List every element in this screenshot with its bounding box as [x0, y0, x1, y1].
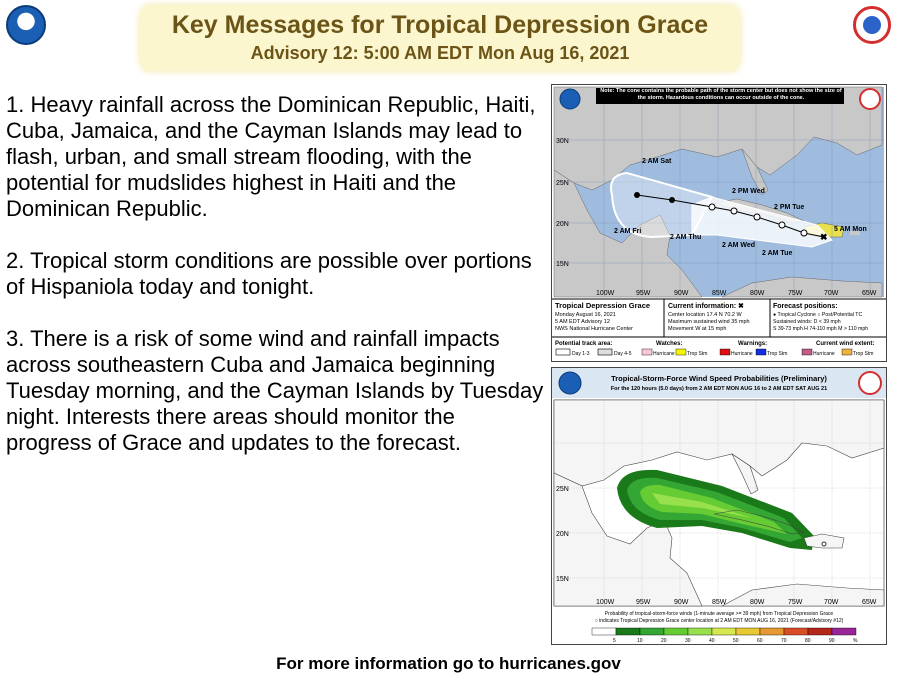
- forecast-line: ● Tropical Cyclone ○ Post/Potential TC: [773, 312, 863, 318]
- prob-lon-label: 65W: [862, 599, 877, 606]
- legend-warning-hurricane: Hurricane: [731, 351, 753, 357]
- scale-swatch: [592, 628, 616, 635]
- wind-probability-map: [551, 367, 887, 645]
- key-message-2: 2. Tropical storm conditions are possible over portions of Hispaniola today and tonight.: [6, 248, 532, 299]
- legend-extent-hurricane: Hurricane: [813, 351, 835, 357]
- prob-lat-label: 20N: [556, 531, 569, 538]
- scale-label: %: [853, 638, 858, 644]
- scale-swatch: [664, 628, 688, 635]
- current-title: Current information: ✖: [668, 303, 744, 310]
- track-label: 2 AM Wed: [722, 242, 756, 249]
- legend-watch-tropstm: Trop Stm: [687, 351, 708, 357]
- lat-label: 30N: [556, 138, 569, 145]
- forecast-line: Sustained winds: D < 39 mph: [773, 319, 841, 325]
- prob-lon-label: 70W: [824, 599, 839, 606]
- scale-label: 70: [781, 638, 787, 644]
- scale-label: 40: [709, 638, 715, 644]
- nws-logo-icon: [853, 6, 891, 44]
- noaa-logo-icon: [6, 5, 46, 45]
- scale-label: 80: [805, 638, 811, 644]
- lon-label: 95W: [636, 290, 651, 297]
- scale-label: 50: [733, 638, 739, 644]
- lon-label: 100W: [596, 290, 615, 297]
- info-line: 5 AM EDT Advisory 12: [555, 319, 610, 325]
- lon-label: 75W: [788, 290, 803, 297]
- track-label: 2 AM Fri: [614, 228, 642, 235]
- prob-lon-label: 80W: [750, 599, 765, 606]
- legend-watch-hurricane: Hurricane: [653, 351, 675, 357]
- key-message-3: 3. There is a risk of some wind and rainfall impacts across southeastern Cuba and Jamaica beginning Tuesday morning, and the Cayman Islands by Tuesday night. Interests there areas should monitor the progress of Grace and updates to the forecast.: [6, 326, 544, 455]
- prob-subtitle: For the 120 hours (5.0 days) from 2 AM EDT MON AUG 16 to 2 AM EDT SAT AUG 21: [610, 386, 828, 392]
- current-line: Center location 17.4 N 70.2 W: [668, 312, 742, 318]
- scale-swatch: [688, 628, 712, 635]
- forecast-title: Forecast positions:: [773, 303, 838, 310]
- scale-label: 60: [757, 638, 763, 644]
- scale-label: 90: [829, 638, 835, 644]
- lon-label: 80W: [750, 290, 765, 297]
- prob-caption-1: Probability of tropical-storm-force winds (1-minute average >= 39 mph) from Tropical Depression Grace: [604, 611, 834, 617]
- legend-warnings: Warnings:: [738, 341, 768, 347]
- scale-swatch: [640, 628, 664, 635]
- svg-text:✖: ✖: [820, 232, 828, 242]
- legend-track: Potential track area:: [555, 341, 613, 347]
- forecast-cone-map: [551, 84, 887, 362]
- prob-lat-label: 25N: [556, 486, 569, 493]
- prob-title: Tropical-Storm-Force Wind Speed Probabilities (Preliminary): [611, 374, 827, 383]
- lon-label: 65W: [862, 290, 877, 297]
- scale-swatch: [808, 628, 832, 635]
- legend-extent: Current wind extent:: [816, 341, 875, 347]
- track-label: 2 AM Tue: [762, 250, 793, 257]
- scale-label: 20: [661, 638, 667, 644]
- legend-day13: Day 1-3: [572, 351, 590, 357]
- prob-lat-label: 15N: [556, 576, 569, 583]
- info-title: Tropical Depression Grace: [555, 301, 651, 310]
- prob-lon-label: 90W: [674, 599, 689, 606]
- prob-caption-2: ○ indicates Tropical Depression Grace center location at 2 AM EDT MON AUG 16, 2021 (Forecast/Advisory #12): [594, 618, 844, 624]
- lat-label: 25N: [556, 180, 569, 187]
- prob-lon-label: 95W: [636, 599, 651, 606]
- lon-label: 85W: [712, 290, 727, 297]
- scale-swatch: [760, 628, 784, 635]
- scale-label: 10: [637, 638, 643, 644]
- track-label: 5 AM Mon: [834, 226, 867, 233]
- lon-label: 70W: [824, 290, 839, 297]
- scale-swatch: [616, 628, 640, 635]
- scale-swatch: [832, 628, 856, 635]
- advisory-subtitle: Advisory 12: 5:00 AM EDT Mon Aug 16, 2021: [250, 43, 630, 63]
- info-line: Monday August 16, 2021: [555, 312, 616, 318]
- scale-label: 5: [613, 638, 616, 644]
- track-label: 2 PM Tue: [774, 204, 805, 211]
- prob-lon-label: 100W: [596, 599, 615, 606]
- legend-day45: Day 4-5: [614, 351, 632, 357]
- scale-swatch: [784, 628, 808, 635]
- legend-warning-tropstm: Trop Stm: [767, 351, 788, 357]
- legend-watches: Watches:: [656, 341, 683, 347]
- cone-note: Note: The cone contains the probable path of the storm center but does not show the size of the storm. Hazardous conditions can occur outside of the cone.: [600, 88, 842, 101]
- scale-swatch: [736, 628, 760, 635]
- page-title: Key Messages for Tropical Depression Grace: [171, 11, 709, 39]
- key-message-1: 1. Heavy rainfall across the Dominican Republic, Haiti, Cuba, Jamaica, and the Cayman Islands may lead to flash, urban, and small stream flooding, with the potential for mudslides highest in Haiti and the Dominican Republic.: [6, 92, 536, 221]
- track-label: 2 AM Thu: [670, 234, 702, 241]
- key-messages: [6, 92, 546, 482]
- lat-label: 15N: [556, 261, 569, 268]
- prob-lon-label: 75W: [788, 599, 803, 606]
- forecast-line: S 39-73 mph H 74-110 mph M > 110 mph: [773, 326, 869, 332]
- prob-lon-label: 85W: [712, 599, 727, 606]
- title-banner: [140, 5, 740, 71]
- scale-label: 30: [685, 638, 691, 644]
- lat-label: 20N: [556, 221, 569, 228]
- scale-swatch: [712, 628, 736, 635]
- info-line: NWS National Hurricane Center: [555, 326, 633, 332]
- track-label: 2 PM Wed: [732, 188, 765, 195]
- track-label: 2 AM Sat: [642, 158, 672, 165]
- lon-label: 90W: [674, 290, 689, 297]
- legend-extent-tropstm: Trop Stm: [853, 351, 874, 357]
- current-line: Maximum sustained wind 35 mph: [668, 319, 750, 325]
- footer-link-text: For more information go to hurricanes.gov: [276, 654, 621, 673]
- current-line: Movement W at 15 mph: [668, 326, 727, 332]
